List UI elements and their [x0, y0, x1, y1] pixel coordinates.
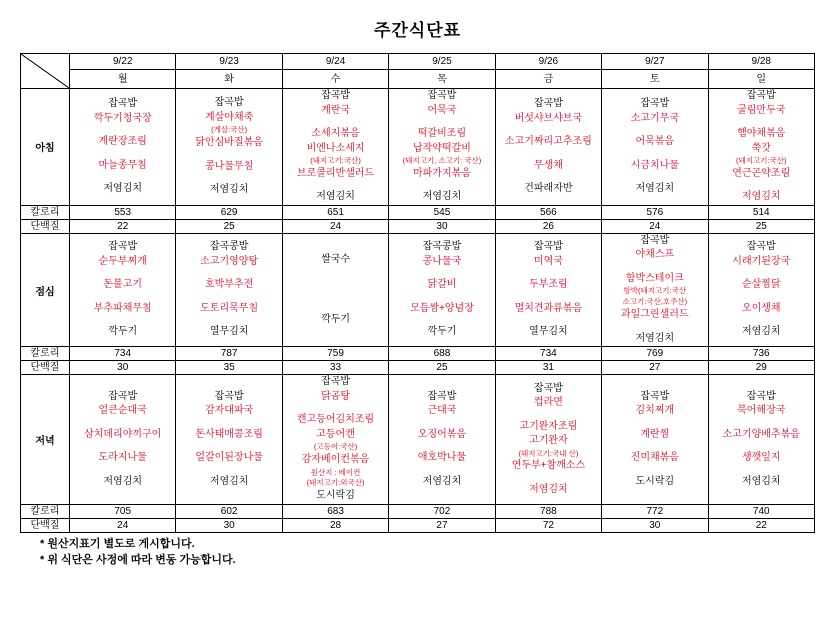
menu-item: 캔고등어김치조림: [296, 414, 375, 426]
menu-item: 진미채볶음: [630, 452, 679, 464]
menu-line-spacer: [70, 150, 175, 159]
dinner-calorie-4: 788: [495, 504, 601, 518]
menu-item: (돼지고기:국산): [310, 156, 361, 165]
header-date-row: [21, 54, 815, 70]
menu-item: 브로콜리반샐러드: [296, 167, 375, 179]
menu-item: 잡곡밥: [108, 390, 138, 402]
menu-item: 도시락김: [635, 475, 675, 487]
menu-item: 잡곡밥: [746, 90, 776, 101]
breakfast-cell-2: [282, 89, 388, 206]
menu-line-spacer: [283, 295, 388, 304]
menu-item: 닭갈비: [427, 279, 457, 291]
lunch-protein-0: 30: [70, 361, 176, 375]
menu-item: 떡갈비조림: [417, 128, 467, 139]
menu-line-spacer: [389, 419, 494, 428]
dinner-protein-1: 30: [176, 518, 282, 532]
menu-item: 잡곡밥: [533, 241, 563, 253]
menu-line-spacer: [389, 269, 494, 278]
menu-item: 순두부찌개: [98, 255, 147, 267]
header-date-2: 9/24: [282, 54, 388, 70]
menu-line-spacer: [176, 316, 281, 325]
menu-item: 잡곡밥: [214, 97, 244, 109]
menu-item: 저염김치: [635, 183, 675, 195]
weekly-menu-table: [20, 53, 815, 533]
menu-item: 잡곡밥: [533, 98, 563, 110]
menu-item: 잡곡콩밥: [422, 241, 462, 253]
breakfast-protein-0: 22: [70, 219, 176, 233]
menu-item: 오징어볶음: [417, 428, 467, 440]
meal-label-lunch: 점심: [21, 233, 70, 346]
menu-item: 잡곡밥: [746, 390, 776, 402]
menu-item: 잡곡콩밥: [209, 241, 249, 253]
menu-line-spacer: [283, 404, 388, 413]
header-day-1: 화: [176, 70, 282, 89]
menu-item: 멸치견과류볶음: [514, 302, 583, 314]
header-date-0: 9/22: [70, 54, 176, 70]
menu-item: 고기완자: [529, 435, 568, 446]
menu-item: 콩나물국: [422, 255, 462, 267]
menu-item: 소고기무국: [630, 112, 679, 124]
menu-item: 마늘종무침: [98, 159, 147, 171]
menu-item: 굴림만두국: [737, 104, 786, 116]
menu-item: 연근곤약조림: [732, 167, 791, 179]
menu-line-spacer: [70, 126, 175, 135]
menu-item: 무생채: [533, 159, 563, 171]
menu-line-spacer: [389, 466, 494, 475]
breakfast-calorie-6: 514: [708, 205, 814, 219]
dinner-cell-0: [70, 375, 176, 505]
corner-cell: [21, 54, 70, 89]
dinner-protein-row: [21, 518, 815, 532]
menu-line-spacer: [602, 323, 707, 332]
breakfast-calorie-3: 545: [389, 205, 495, 219]
dinner-calorie-row: [21, 504, 815, 518]
menu-item: 함박스테이크: [625, 272, 684, 284]
lunch-cell-5: [602, 233, 708, 346]
protein-label-dinner: 단백질: [21, 518, 70, 532]
menu-item: 닭곰탕: [321, 390, 351, 402]
menu-item: 북어해장국: [737, 405, 786, 417]
calorie-label-dinner: 칼로리: [21, 504, 70, 518]
header-day-6: 일: [708, 70, 814, 89]
menu-line-spacer: [70, 466, 175, 475]
menu-item: 저염김치: [316, 191, 355, 203]
dinner-cell-3: [389, 375, 495, 505]
menu-line-spacer: [389, 181, 494, 190]
menu-item: 햄야채볶음: [737, 128, 786, 139]
menu-item: 연두부+참깨소스: [511, 460, 586, 472]
menu-line-spacer: [496, 150, 601, 159]
lunch-protein-6: 29: [708, 361, 814, 375]
menu-item: 시래기된장국: [732, 255, 791, 267]
menu-line-spacer: [709, 181, 814, 190]
header-day-row: [21, 70, 815, 89]
menu-item: 생깻잎지: [741, 452, 781, 464]
menu-line-spacer: [283, 304, 388, 313]
menu-item: 비엔나소세지: [306, 142, 365, 154]
breakfast-protein-1: 25: [176, 219, 282, 233]
menu-item: 잡곡밥: [640, 390, 670, 402]
menu-item: 쌀국수: [321, 254, 351, 265]
menu-line-spacer: [496, 293, 601, 302]
menu-line-spacer: [709, 293, 814, 302]
dinner-protein-3: 27: [389, 518, 495, 532]
menu-line-spacer: [496, 173, 601, 182]
lunch-calorie-1: 787: [176, 347, 282, 361]
menu-line-spacer: [602, 442, 707, 451]
header-date-5: 9/27: [602, 54, 708, 70]
breakfast-protein-row: [21, 219, 815, 233]
menu-item: 도토리묵무침: [200, 302, 259, 314]
lunch-protein-4: 31: [495, 361, 601, 375]
menu-item: 모듬쌈+양념장: [410, 302, 474, 314]
lunch-cell-1: [176, 233, 282, 346]
menu-line-spacer: [602, 150, 707, 159]
breakfast-row: [21, 89, 815, 206]
menu-item: 저염김치: [209, 475, 249, 487]
menu-item: 돈사태매콤조림: [195, 428, 263, 440]
menu-item: 깍두기: [321, 313, 351, 325]
menu-line-spacer: [496, 269, 601, 278]
menu-line-spacer: [602, 419, 707, 428]
lunch-calorie-2: 759: [282, 347, 388, 361]
dinner-calorie-0: 705: [70, 504, 176, 518]
menu-item: 호박부추전: [204, 279, 254, 291]
menu-item: 열무김치: [209, 326, 249, 338]
lunch-protein-row: [21, 361, 815, 375]
menu-item: 어묵볶음: [635, 136, 675, 148]
menu-line-spacer: [176, 293, 281, 302]
menu-item: 저염김치: [422, 191, 462, 203]
menu-item: 깍두기: [108, 326, 138, 338]
menu-item: 과일그린샐러드: [621, 309, 689, 321]
menu-table-body: [21, 54, 815, 533]
menu-item: 도라지나물: [98, 452, 147, 464]
lunch-calorie-6: 736: [708, 347, 814, 361]
menu-item: (돼지고기, 소고기: 국산): [402, 156, 482, 165]
menu-item: 소고기:국산,호주산): [622, 297, 688, 307]
menu-item: (고등어:국산): [313, 442, 358, 452]
menu-line-spacer: [709, 118, 814, 127]
header-day-2: 수: [282, 70, 388, 89]
menu-line-spacer: [602, 126, 707, 135]
breakfast-calorie-2: 651: [282, 205, 388, 219]
menu-item: 쑥갓: [751, 142, 771, 154]
breakfast-cell-5: [602, 89, 708, 206]
menu-line-spacer: [283, 286, 388, 295]
menu-item: 콩나물무침: [204, 160, 254, 172]
header-day-0: 월: [70, 70, 176, 89]
menu-item: 고등어캔: [316, 428, 355, 440]
footer-note-1: * 위 식단은 사정에 따라 변동 가능합니다.: [40, 553, 236, 566]
header-date-6: 9/28: [708, 54, 814, 70]
menu-line-spacer: [176, 269, 281, 278]
dinner-calorie-6: 740: [708, 504, 814, 518]
menu-line-spacer: [389, 316, 494, 325]
menu-item: 잡곡밥: [746, 241, 776, 253]
menu-line-spacer: [709, 442, 814, 451]
menu-line-spacer: [496, 126, 601, 135]
menu-item: 잡곡밥: [108, 98, 138, 110]
menu-item: 순살찜닭: [741, 279, 781, 291]
lunch-protein-5: 27: [602, 361, 708, 375]
menu-item: 원산지 : 베이컨: [310, 467, 361, 477]
lunch-cell-6: [708, 233, 814, 346]
menu-line-spacer: [602, 173, 707, 182]
menu-item: 오이생채: [741, 302, 781, 314]
lunch-calorie-4: 734: [495, 347, 601, 361]
menu-item: 감자베이컨볶음: [301, 454, 370, 465]
dinner-calorie-1: 602: [176, 504, 282, 518]
menu-line-spacer: [70, 293, 175, 302]
menu-line-spacer: [176, 442, 281, 451]
menu-line-spacer: [70, 442, 175, 451]
menu-item: (돼지고기:국내 산): [518, 448, 579, 458]
menu-line-spacer: [709, 316, 814, 325]
header-date-1: 9/23: [176, 54, 282, 70]
weekly-menu-page: [0, 16, 835, 630]
lunch-calorie-0: 734: [70, 347, 176, 361]
dinner-cell-5: [602, 375, 708, 505]
menu-item: 소고기짜리고추조림: [504, 136, 592, 148]
breakfast-cell-6: [708, 89, 814, 206]
dinner-row: [21, 375, 815, 505]
dinner-cell-4: [495, 375, 601, 505]
menu-line-spacer: [283, 268, 388, 277]
menu-line-spacer: [389, 293, 494, 302]
menu-item: 돈불고기: [103, 279, 143, 291]
breakfast-calorie-0: 553: [70, 205, 176, 219]
menu-item: 계란국: [321, 104, 351, 116]
menu-line-spacer: [283, 181, 388, 190]
menu-line-spacer: [709, 419, 814, 428]
menu-line-spacer: [70, 269, 175, 278]
dinner-cell-1: [176, 375, 282, 505]
menu-item: 건파래자반: [524, 183, 573, 195]
calorie-label-breakfast: 칼로리: [21, 205, 70, 219]
menu-item: 소고기양배추볶음: [722, 428, 800, 440]
breakfast-cell-4: [495, 89, 601, 206]
meal-label-breakfast: 아침: [21, 89, 70, 206]
menu-item: (돼지고기:외국산): [306, 478, 365, 488]
menu-item: 깍두기: [427, 326, 457, 338]
header-date-3: 9/25: [389, 54, 495, 70]
lunch-cell-3: [389, 233, 495, 346]
menu-item: 저염김치: [103, 183, 143, 195]
dinner-protein-4: 72: [495, 518, 601, 532]
menu-item: 고기완자조림: [519, 420, 578, 432]
menu-line-spacer: [176, 419, 281, 428]
lunch-protein-1: 35: [176, 361, 282, 375]
menu-item: 닭안심바질볶음: [195, 137, 263, 149]
menu-item: 함박(돼지고기:국산: [623, 286, 687, 296]
menu-line-spacer: [70, 419, 175, 428]
menu-item: 잡곡밥: [214, 390, 244, 402]
lunch-cell-2: [282, 233, 388, 346]
menu-line-spacer: [709, 269, 814, 278]
menu-item: 부추파채무침: [93, 302, 152, 314]
breakfast-calorie-row: [21, 205, 815, 219]
menu-line-spacer: [496, 411, 601, 420]
lunch-cell-0: [70, 233, 176, 346]
menu-item: 잡곡밥: [640, 234, 670, 246]
menu-item: 잡곡밥: [108, 241, 138, 253]
menu-line-spacer: [389, 118, 494, 127]
menu-item: 두부조림: [529, 279, 568, 291]
breakfast-protein-4: 26: [495, 219, 601, 233]
menu-item: (게살:국산): [211, 125, 248, 135]
header-day-3: 목: [389, 70, 495, 89]
protein-label-breakfast: 단백질: [21, 219, 70, 233]
breakfast-calorie-4: 566: [495, 205, 601, 219]
dinner-protein-5: 30: [602, 518, 708, 532]
diagonal-line-icon: [21, 54, 69, 88]
menu-item: 잡곡밥: [640, 98, 670, 110]
menu-item: 저염김치: [635, 332, 675, 344]
dinner-protein-6: 22: [708, 518, 814, 532]
menu-line-spacer: [176, 466, 281, 475]
page-title: 주간식단표: [373, 21, 462, 40]
header-day-4: 금: [495, 70, 601, 89]
menu-line-spacer: [176, 151, 281, 160]
menu-item: 잡곡밥: [427, 90, 457, 101]
menu-item: 삼치데리야끼구이: [84, 428, 162, 440]
menu-item: 잡곡밥: [533, 382, 563, 394]
menu-item: 저염김치: [103, 475, 143, 487]
dinner-calorie-2: 683: [282, 504, 388, 518]
menu-item: 잡곡밥: [427, 390, 457, 402]
breakfast-protein-5: 24: [602, 219, 708, 233]
menu-line-spacer: [602, 263, 707, 272]
dinner-cell-2: [282, 375, 388, 505]
lunch-calorie-row: [21, 347, 815, 361]
menu-line-spacer: [602, 466, 707, 475]
menu-item: 어묵국: [427, 104, 457, 116]
calorie-label-lunch: 칼로리: [21, 347, 70, 361]
dinner-protein-0: 24: [70, 518, 176, 532]
menu-line-spacer: [70, 316, 175, 325]
lunch-calorie-3: 688: [389, 347, 495, 361]
menu-item: 근대국: [427, 405, 457, 417]
breakfast-protein-3: 30: [389, 219, 495, 233]
breakfast-calorie-1: 629: [176, 205, 282, 219]
menu-item: 잡곡밥: [321, 376, 351, 388]
menu-item: 버섯샤브샤브국: [514, 112, 583, 124]
menu-item: 소세지볶음: [311, 128, 360, 139]
menu-item: 저염김치: [422, 475, 462, 487]
breakfast-protein-2: 24: [282, 219, 388, 233]
menu-item: 저염김치: [741, 326, 781, 338]
breakfast-cell-3: [389, 89, 495, 206]
footer-notes: [40, 537, 835, 569]
lunch-calorie-5: 769: [602, 347, 708, 361]
menu-item: 컵라면: [533, 397, 563, 408]
menu-item: 납작약떡갈비: [412, 142, 471, 154]
menu-item: 깍두기청국장: [93, 112, 152, 124]
meal-label-dinner: 저녁: [21, 375, 70, 505]
menu-line-spacer: [283, 277, 388, 286]
dinner-calorie-3: 702: [389, 504, 495, 518]
menu-item: 저염김치: [741, 475, 781, 487]
lunch-protein-2: 33: [282, 361, 388, 375]
menu-item: 저염김치: [741, 191, 781, 203]
header-day-5: 토: [602, 70, 708, 89]
menu-item: 감자대파국: [204, 405, 254, 417]
lunch-protein-3: 25: [389, 361, 495, 375]
menu-line-spacer: [176, 174, 281, 183]
menu-item: (돼지고기:국산): [735, 156, 787, 165]
breakfast-protein-6: 25: [708, 219, 814, 233]
menu-line-spacer: [709, 466, 814, 475]
footer-note-0: * 원산지표기 별도로 게시합니다.: [40, 537, 195, 550]
menu-item: 계살야채죽: [204, 111, 254, 123]
menu-item: 잡곡밥: [321, 90, 351, 101]
menu-line-spacer: [496, 474, 601, 483]
menu-item: 애호박나물: [417, 452, 467, 464]
lunch-row: [21, 233, 815, 346]
menu-item: 시금치나물: [630, 159, 679, 171]
breakfast-cell-0: [70, 89, 176, 206]
menu-item: 야채스프: [635, 249, 675, 261]
menu-item: 저염김치: [209, 184, 249, 196]
menu-item: 얼큰순대국: [98, 405, 147, 417]
menu-item: 계란찜: [640, 428, 670, 440]
dinner-protein-2: 28: [282, 518, 388, 532]
menu-line-spacer: [70, 173, 175, 182]
breakfast-cell-1: [176, 89, 282, 206]
menu-item: 열무김치: [529, 326, 568, 338]
header-date-4: 9/26: [495, 54, 601, 70]
menu-item: 미역국: [533, 255, 563, 267]
menu-line-spacer: [389, 442, 494, 451]
menu-item: 마파가지볶음: [412, 167, 471, 179]
menu-item: 계란장조림: [98, 136, 147, 148]
menu-item: 얼갈이된장나물: [195, 452, 263, 464]
dinner-cell-6: [708, 375, 814, 505]
menu-item: 김치찌개: [635, 405, 675, 417]
lunch-cell-4: [495, 233, 601, 346]
breakfast-calorie-5: 576: [602, 205, 708, 219]
menu-item: 소고기영양탕: [200, 255, 259, 267]
dinner-calorie-5: 772: [602, 504, 708, 518]
menu-item: 도시락김: [316, 490, 355, 502]
menu-line-spacer: [496, 316, 601, 325]
menu-item: 저염김치: [529, 483, 568, 495]
protein-label-lunch: 단백질: [21, 361, 70, 375]
menu-line-spacer: [283, 118, 388, 127]
